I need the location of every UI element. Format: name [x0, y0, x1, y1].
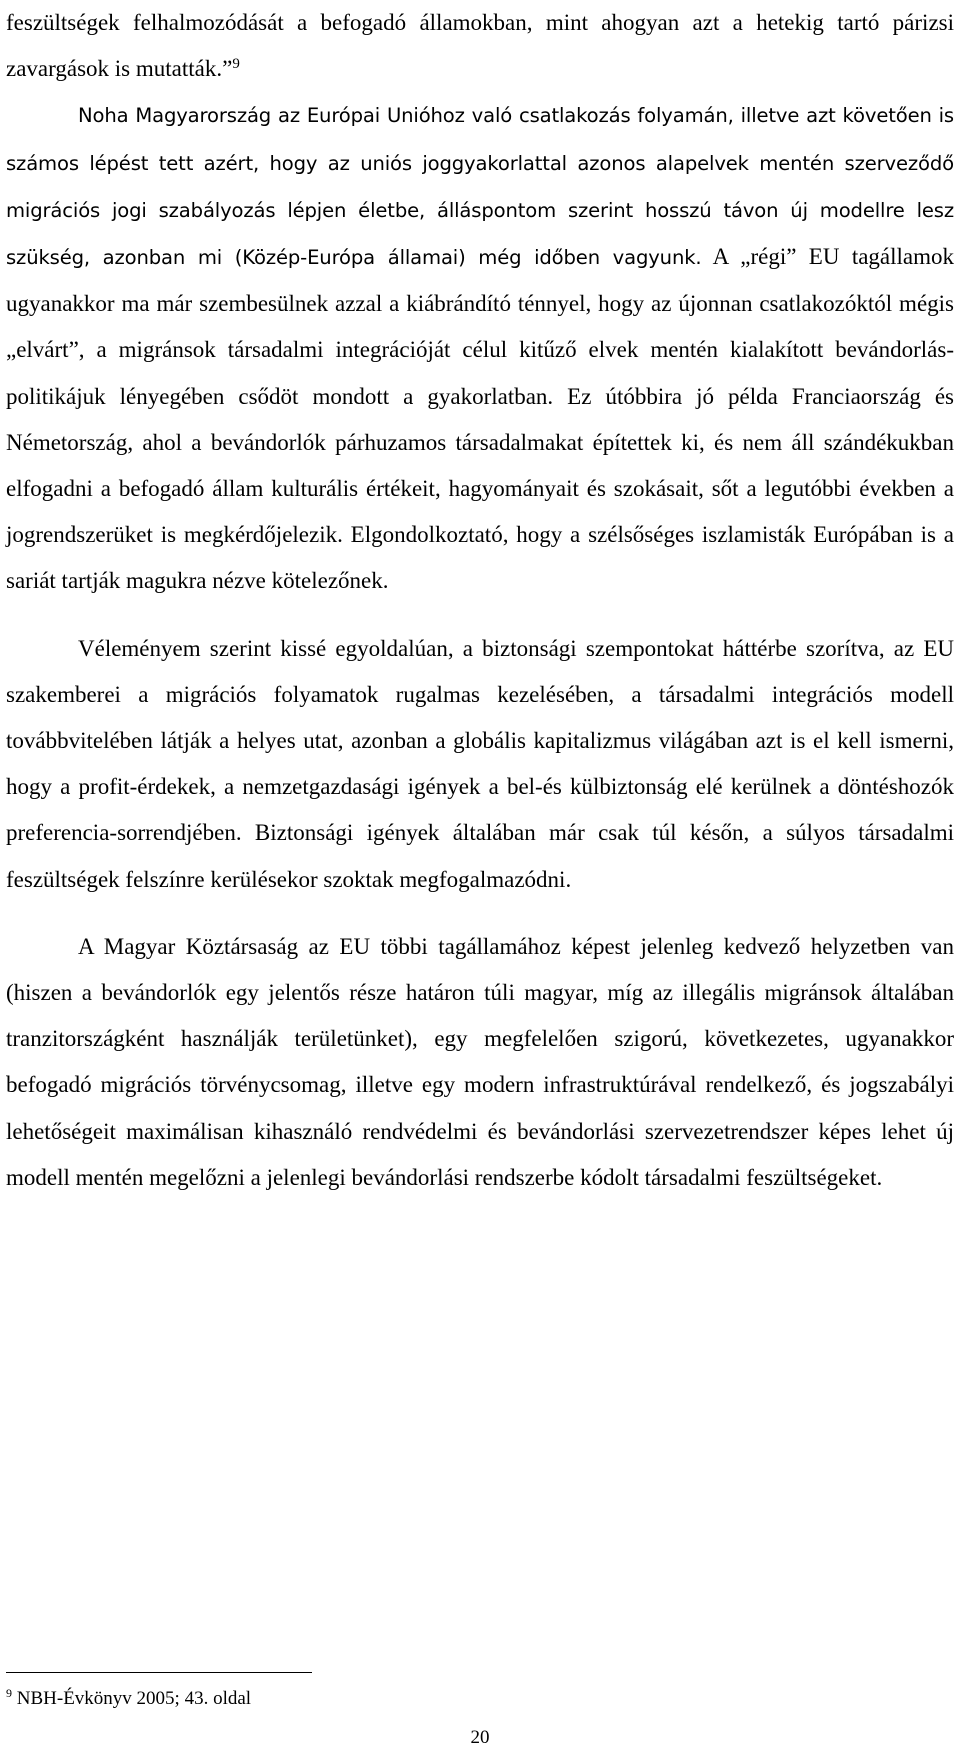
- paragraph-opinion: Véleményem szerint kissé egyoldalúan, a biztonsági szempontokat háttérbe szorítva, az EU szakemberei a migrációs folyamatok rugalmas kezelésében, a társadalmi integrációs modell továbbvitelében látják a helyes utat, azonban a globális kapitalizmus világában azt is el kell ismerni, hogy a profit-érdekek, a nemzetgazdasági igények a bel-és külbiztonság elé kerülnek a döntéshozók preferencia-sorrendjében. Biztonsági igények általában már csak túl későn, a súlyos társadalmi feszültségek felszínre kerülésekor szoktak megfogalmazódni.: [6, 635, 954, 892]
- page-number: 20: [470, 1727, 490, 1748]
- paragraph-continuation: [6, 0, 954, 92]
- paragraph-hungary-eu-accession: [6, 92, 954, 604]
- footnote-number: 9: [6, 1685, 12, 1700]
- paragraph-sans-segment: Noha Magyarország az Európai Unióhoz való csatlakozás folyamán, illetve azt követően is számos lépést tett azért, hogy az uniós joggyakorlattal azonos alapelvek mentén szerveződő migrációs jogi szabályozás lépjen életbe, álláspontom szerint hosszú távon új modellre lesz szükség, azonban mi (Közép-Európa államai) még időben vagyunk.: [6, 104, 954, 270]
- footnote-reference[interactable]: 9: [232, 55, 240, 72]
- footnote-divider: [6, 1672, 312, 1673]
- paragraph-hungarian-republic: A Magyar Köztársaság az EU többi tagállamához képest jelenleg kedvező helyzetben van (hiszen a bevándorlók egy jelentős része határon túli magyar, míg az illegális migránsok általában tranzitországként használják területünket), egy megfelelően szigorú, következetes, ugyanakkor befogadó migrációs törvénycsomag, illetve egy modern infrastruktúrával rendelkező, és jogszabályi lehetőségeit maximálisan kihasználó rendvédelmi és bevándorlási szervezetrendszer képes lehet új modell mentén megelőzni a jelenlegi bevándorlási rendszerbe kódolt társadalmi feszültségeket.: [6, 933, 954, 1190]
- footnote-text: NBH-Évkönyv 2005; 43. oldal: [12, 1688, 252, 1709]
- paragraph-serif-segment: A „régi” EU tagállamok ugyanakkor ma már szembesülnek azzal a kiábrándító ténnyel, hogy az újonnan csatlakozóktól mégis „elvárt”, a migránsok társadalmi integrációját célul kitűző elvek mentén kialakított bevándorlás-politikájuk lényegében csődöt mondott a gyakorlatban. Ez útóbbira jó példa Franciaország és Németország, ahol a bevándorlók párhuzamos társadalmakat építettek ki, és nem áll szándékukban elfogadni a befogadó állam kulturális értékeit, hagyományait és szokásait, sőt a legutóbbi években a jogrendszerüket is megkérdőjelezik. Elgondolkoztató, hogy a szélsőséges iszlamisták Európában is a sariát tartják magukra nézve kötelezőnek.: [6, 244, 955, 594]
- document-page: [6, 0, 954, 1201]
- paragraph-text: feszültségek felhalmozódását a befogadó államokban, mint ahogyan azt a hetekig tartó párizsi zavargások is mutatták.”: [6, 10, 954, 82]
- footnote: [6, 1686, 251, 1712]
